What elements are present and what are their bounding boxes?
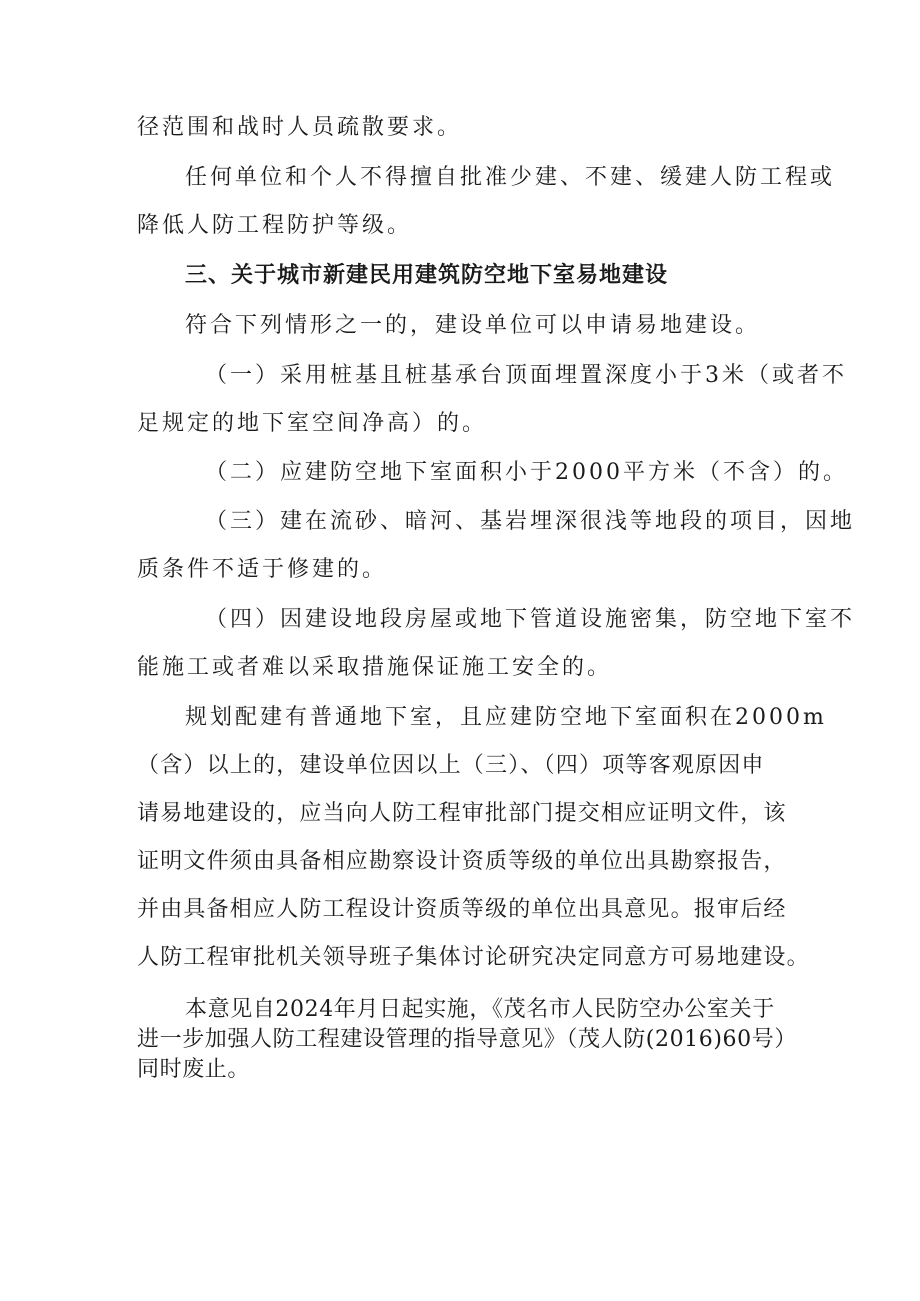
paragraph-line: 证明文件须由具备相应勘察设计资质等级的单位出具勘察报告， <box>137 849 787 874</box>
list-item-line: 足规定的地下室空间净高）的。 <box>137 411 488 436</box>
paragraph-line: 进一步加强人防工程建设管理的指导意见》（茂人防(2016)60号） <box>137 1027 797 1052</box>
paragraph-line: （含）以上的，建设单位因以上（三）、（四）项等客观原因申 <box>137 753 765 778</box>
paragraph-line: 同时废止。 <box>137 1057 251 1082</box>
paragraph-line: 并由具备相应人防工程设计资质等级的单位出具意见。报审后经 <box>137 897 787 922</box>
paragraph-line: 人防工程审批机关领导班子集体讨论研究决定同意方可易地建设。 <box>137 945 810 970</box>
section-heading: 三、关于城市新建民用建筑防空地下室易地建设 <box>185 263 669 288</box>
paragraph-line: 降低人防工程防护等级。 <box>137 213 413 238</box>
paragraph-line: 规划配建有普通地下室，且应建防空地下室面积在2000m <box>185 705 827 730</box>
list-item-line: 质条件不适于修建的。 <box>137 557 388 582</box>
paragraph-line: 径范围和战时人员疏散要求。 <box>137 115 463 140</box>
list-item-line: （二）应建防空地下室面积小于2000平方米（不含）的。 <box>205 460 848 485</box>
list-item-line: （一）采用桩基且桩基承台顶面埋置深度小于3米（或者不 <box>205 363 847 388</box>
paragraph-line: 任何单位和个人不得擅自批准少建、不建、缓建人防工程或 <box>185 165 836 190</box>
list-item-line: 能施工或者难以采取措施保证施工安全的。 <box>137 655 613 680</box>
list-item-line: （三）建在流砂、暗河、基岩埋深很浅等地段的项目，因地 <box>205 509 856 534</box>
paragraph-line: 本意见自2024年月日起实施，《茂名市人民防空办公室关于 <box>185 997 775 1022</box>
paragraph-line: 请易地建设的，应当向人防工程审批部门提交相应证明文件，该 <box>137 801 787 826</box>
list-item-line: （四）因建设地段房屋或地下管道设施密集，防空地下室不 <box>205 607 856 632</box>
paragraph-line: 符合下列情形之一的，建设单位可以申请易地建设。 <box>185 313 761 338</box>
